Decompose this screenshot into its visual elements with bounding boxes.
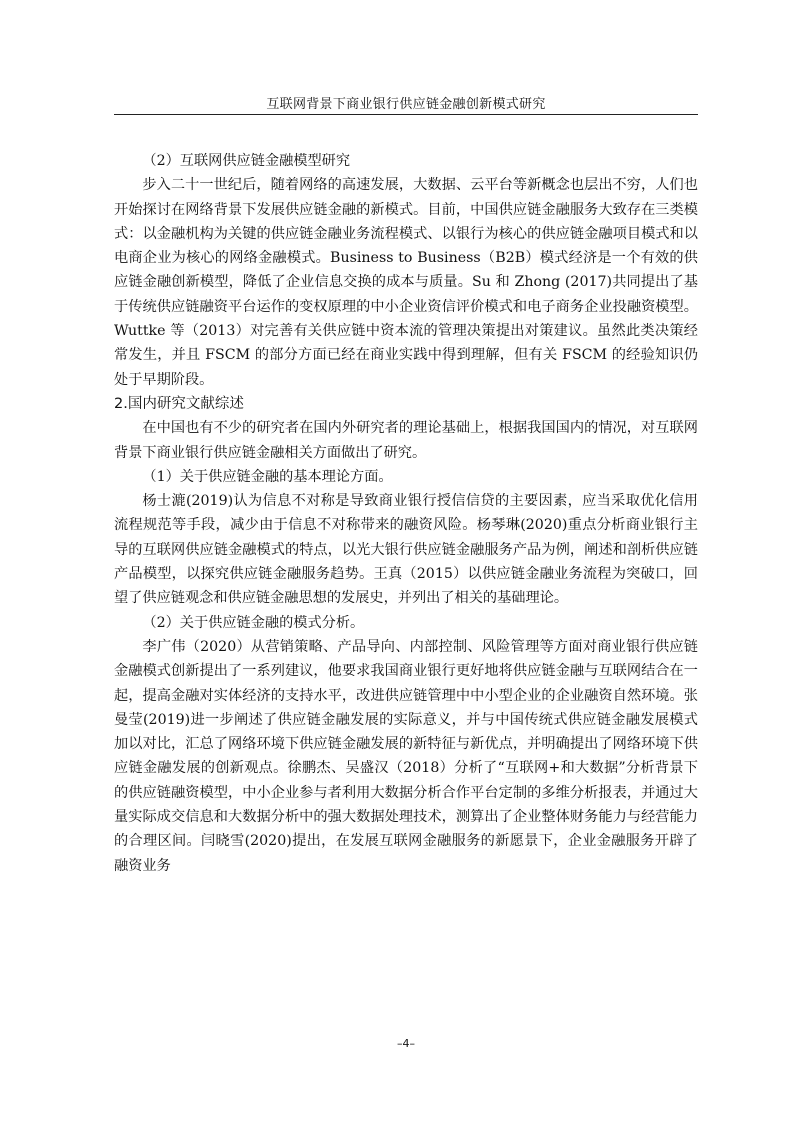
page-number: –4–	[397, 1037, 415, 1050]
paragraph-mode-analysis: 李广伟（2020）从营销策略、产品导向、内部控制、风险管理等方面对商业银行供应链金融模式创新提出了一系列建议，他要求我国商业银行更好地将供应链金融与互联网结合在一起，提高金融对实体经济的支持水平，改进供应链管理中中小型企业的企业融资自然环境。张曼莹(2019)进一步阐述了供应链金融发展的实际意义，并与中国传统式供应链金融发展模式加以对比，汇总了网络环境下供应链金融发展的新特征与新优点，并明确提出了网络环境下供应链金融发展的创新观点。徐鹏杰、吴盛汉（2018）分析了“互联网+和大数据”分析背景下的供应链融资模型，中小企业参与者利用大数据分析合作平台定制的多维分析报表，并通过大量实际成交信息和大数据分析中的强大数据处理技术，测算出了企业整体财务能力与经营能力的合理区间。闫晓雪(2020)提出，在发展互联网金融服务的新愿景下，企业金融服务开辟了融资业务	[114, 638, 698, 874]
section-heading-domestic-review: 2.国内研究文献综述	[114, 395, 244, 412]
header-divider	[114, 114, 698, 115]
running-header: 互联网背景下商业银行供应链金融创新模式研究	[266, 97, 546, 112]
sub-heading-mode-analysis: （2）关于供应链金融的模式分析。	[142, 614, 365, 631]
page-body	[114, 149, 698, 878]
sub-heading-basic-theory: （1）关于供应链金融的基本理论方面。	[142, 468, 393, 485]
paragraph-domestic-intro: 在中国也有不少的研究者在国内外研究者的理论基础上，根据我国国内的情况，对互联网背景下商业银行供应链金融相关方面做出了研究。	[114, 420, 698, 461]
paragraph-basic-theory: 杨士漉(2019)认为信息不对称是导致商业银行授信信贷的主要因素，应当采取优化信用流程规范等手段，减少由于信息不对称带来的融资风险。杨琴琳(2020)重点分析商业银行主导的互联网供应链金融模式的特点，以光大银行供应链金融服务产品为例，阐述和剖析供应链产品模型，以探究供应链金融服务趋势。王真（2015）以供应链金融业务流程为突破口，回望了供应链观念和供应链金融思想的发展史，并列出了相关的基础理论。	[114, 493, 698, 607]
paragraph-internet-model: 步入二十一世纪后，随着网络的高速发展，大数据、云平台等新概念也层出不穷，人们也开始探讨在网络背景下发展供应链金融的新模式。目前，中国供应链金融服务大致存在三类模式：以金融机构为关键的供应链金融业务流程模式、以银行为核心的供应链金融项目模式和以电商企业为核心的网络金融模式。Business to Business（B2B）模式经济是一个有效的供应链金融创新模型，降低了企业信息交换的成本与质量。Su 和 Zhong (2017)共同提出了基于传统供应链融资平台运作的变权原理的中小企业资信评价模式和电子商务企业投融资模型。Wuttke 等（2013）对完善有关供应链中资本流的管理决策提出对策建议。虽然此类决策经常发生，并且 FSCM 的部分方面已经在商业实践中得到理解，但有关 FSCM 的经验知识仍处于早期阶段。	[114, 177, 698, 388]
sub-heading-internet-model: （2）互联网供应链金融模型研究	[142, 153, 351, 169]
